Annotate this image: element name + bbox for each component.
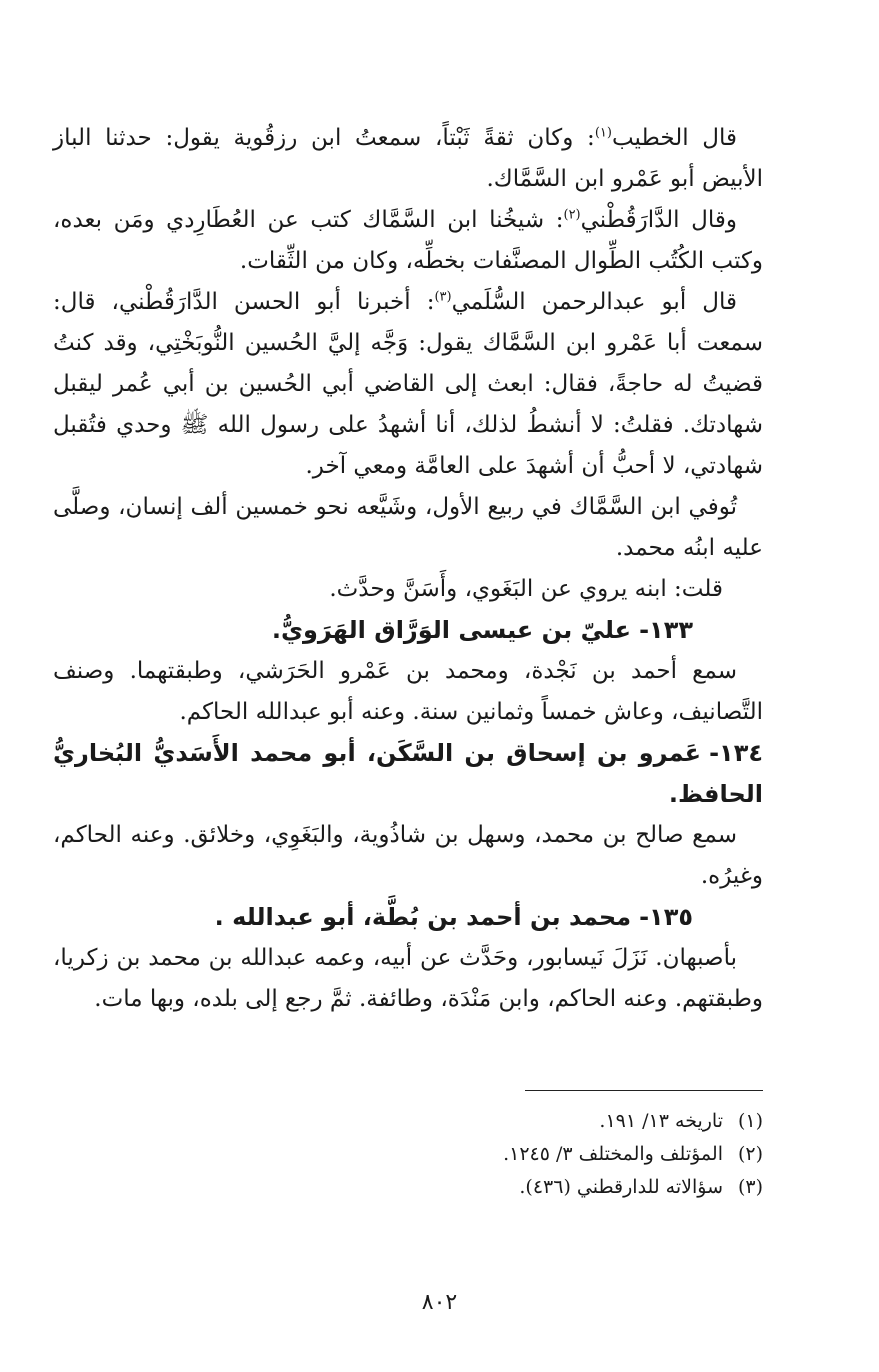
entry-134-body: سمع صالح بن محمد، وسهل بن شاذُوية، والبَغَوِي، وخلائق. وعنه الحاكم، وغيرُه. — [53, 822, 763, 889]
entry-title: عَمرو بن إسحاق بن السَّكَن، أبو محمد الأَسَديُّ البُخاريُّ الحافظ. — [53, 739, 763, 808]
footnote-number: (١) — [737, 1110, 763, 1132]
paragraph-khatib — [53, 118, 763, 200]
entry-number: ١٣٥- — [639, 903, 693, 931]
paragraph-note: قلت: ابنه يروي عن البَغَوي، وأَسَنَّ وحدَّث. — [329, 576, 723, 602]
paragraph-text: : شيخُنا ابن السَّمَّاك كتب عن العُطَارِدي ومَن بعده، وكتب الكُتُب الطِّوال المصنَّفات بخطِّه، وكان من الثِّقات. — [53, 207, 763, 274]
page-number: ٨٠٢ — [421, 1290, 458, 1315]
entry-133-body: سمع أحمد بن نَجْدة، ومحمد بن عَمْرو الحَرَشي، وطبقتهما. وصنف التَّصانيف، وعاش خمساً وثمانين سنة. وعنه أبو عبدالله الحاكم. — [53, 658, 763, 725]
entry-number: ١٣٣- — [639, 616, 693, 644]
paragraph-death: تُوفي ابن السَّمَّاك في ربيع الأول، وشَيَّعه نحو خمسين ألف إنسان، وصلَّى عليه ابنُه محمد. — [53, 494, 763, 561]
footnote-text: المؤتلف والمختلف ٣/ ١٢٤٥. — [503, 1143, 723, 1165]
paragraph-daraqutni — [53, 200, 763, 282]
entry-133-heading — [53, 610, 763, 651]
footnote-3 — [163, 1171, 763, 1204]
paragraph-text: وقال الدَّارَقُطْني — [580, 207, 737, 233]
entry-title: محمد بن أحمد بن بُطَّة، أبو عبدالله . — [214, 903, 632, 931]
footnote-divider — [525, 1090, 763, 1091]
paragraph-text: قال الخطيب — [611, 125, 737, 151]
paragraph-text: : وكان ثقةً ثَبْتاً، سمعتُ ابن رزقُوية يقول: حدثنا الباز الأبيض أبو عَمْرو ابن السَّمَّاك. — [53, 125, 763, 192]
footnotes — [163, 1105, 763, 1204]
footnote-ref[interactable]: (١) — [594, 125, 612, 141]
entry-title: عليّ بن عيسى الوَرَّاق الهَرَويُّ. — [271, 616, 632, 644]
footnote-ref[interactable]: (٣) — [434, 289, 452, 305]
footnote-text: سؤالاته للدارقطني (٤٣٦). — [519, 1176, 723, 1198]
entry-135-heading — [53, 897, 763, 938]
paragraph-text: : أخبرنا أبو الحسن الدَّارَقُطْني، قال: سمعت أبا عَمْرو ابن السَّمَّاك يقول: وَجَّه إليَّ الحُسين النُّوبَخْتِي، وقد كنتُ قضيتُ له حاجةً، فقال: ابعث إلى القاضي أبي الحُسين بن أبي عُمر ليقبل شهادتك. فقلتُ: لا أنشطُ لذلك، أنا أشهدُ على رسول الله ﷺ وحدي فتُقبل شهادتي، لا أحبُّ أن أشهدَ على العامَّة ومعي آخر. — [53, 289, 763, 479]
entry-number: ١٣٤- — [709, 739, 763, 767]
footnote-2 — [163, 1138, 763, 1171]
footnote-number: (٢) — [737, 1143, 763, 1165]
paragraph-text: قال أبو عبدالرحمن السُّلَمي — [451, 289, 737, 315]
footnote-number: (٣) — [737, 1176, 763, 1198]
footnote-text: تاريخه ١٣/ ١٩١. — [599, 1110, 723, 1132]
main-text — [53, 118, 763, 1020]
entry-135-body: بأصبهان. نَزَلَ نَيسابور، وحَدَّث عن أبيه، وعمه عبدالله بن محمد بن زكريا، وطبقتهم. وعنه الحاكم، وابن مَنْدَة، وطائفة. ثمَّ رجع إلى بلده، وبها مات. — [53, 945, 763, 1012]
paragraph-sulami — [53, 282, 763, 487]
footnote-ref[interactable]: (٢) — [563, 207, 581, 223]
footnote-1 — [163, 1105, 763, 1138]
entry-134-heading — [53, 733, 763, 815]
